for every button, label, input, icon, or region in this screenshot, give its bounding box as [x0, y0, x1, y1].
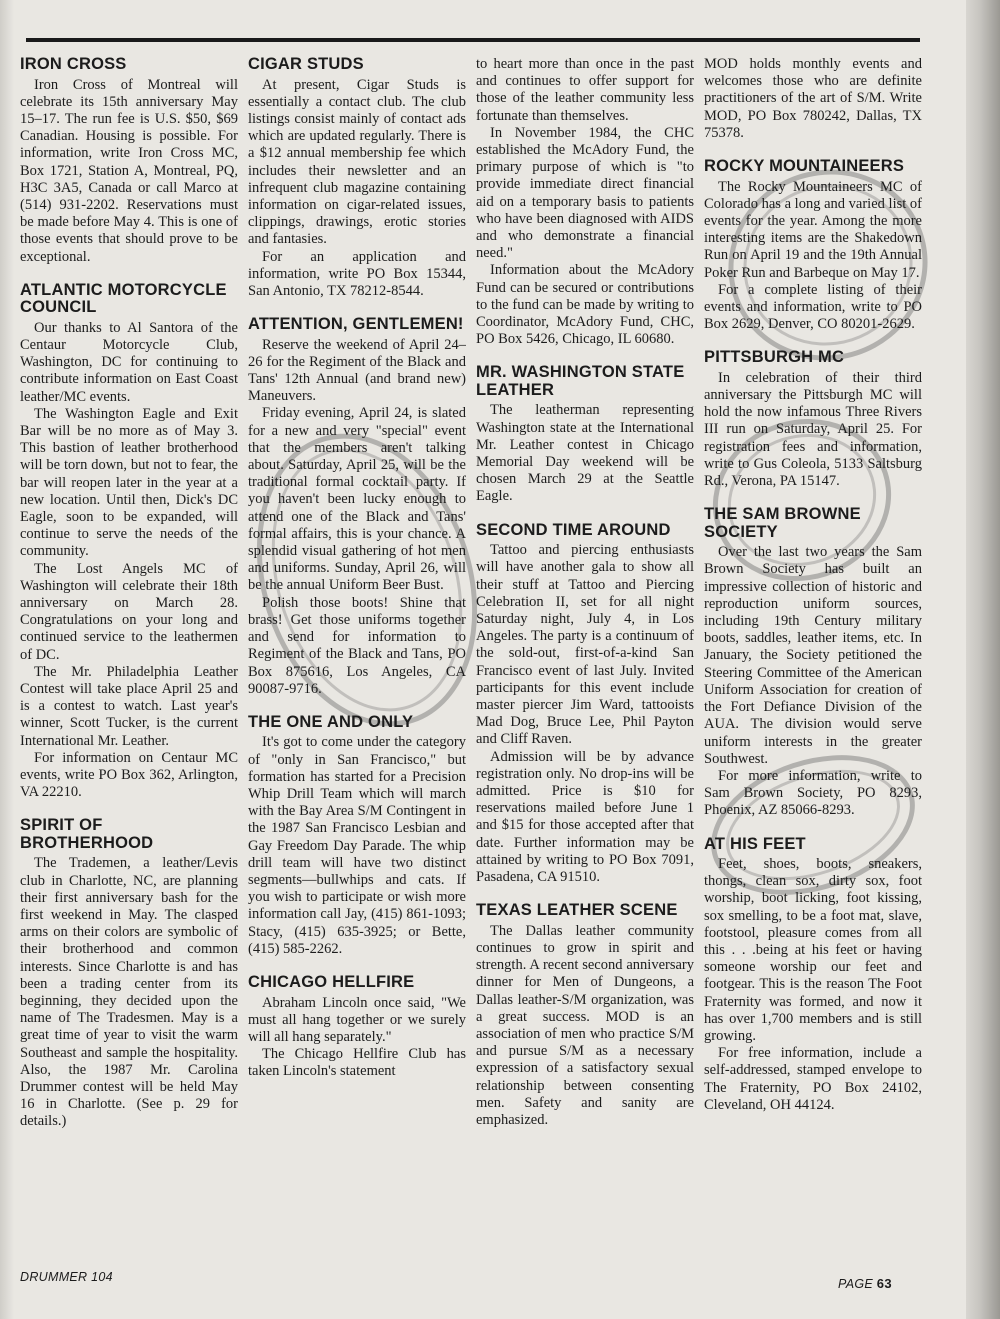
article-paragraph: For information on Centaur MC events, write PO Box 362, Arlington, VA 22210. — [20, 749, 238, 801]
article-paragraph: Information about the McAdory Fund can be secured or contributions to the fund can be made by writing to Coordinator, McAdory Fund, CHC, PO Box 5426, Chicago, IL 60680. — [476, 262, 694, 348]
column-4 — [704, 56, 922, 1270]
column-2 — [248, 56, 466, 1270]
heading-spirit-of-brotherhood: SPIRIT OF BROTHERHOOD — [20, 816, 154, 852]
article-paragraph: Feet, shoes, boots, sneakers, thongs, clean sox, dirty sox, foot worship, boot licking, foot kissing, sox smelling, to be a foot mat, slave, footstool, pleasure comes from all this . . .being at his feet or having someone worship our feet and footgear. This is the reason The Foot Fraternity was formed, and now it has over 1,700 members and is still growing. — [704, 856, 922, 1045]
heading-rocky-mountaineers: ROCKY MOUNTAINEERS — [704, 157, 905, 176]
article-paragraph: The Chicago Hellfire Club has taken Lincoln's statement — [248, 1046, 466, 1080]
heading-pittsburgh-mc: PITTSBURGH MC — [704, 348, 845, 367]
heading-cigar-studs: CIGAR STUDS — [248, 56, 364, 73]
article-paragraph: Polish those boots! Shine that brass! Get those uniforms together and send for information to Regiment of the Black and Tans, PO Box 875616, Los Angeles, CA 90087-9716. — [248, 594, 466, 697]
article-paragraph: Tattoo and piercing enthusiasts will have another gala to show all their stuff at Tattoo and Piercing Celebration II, set for all night Saturday night, July 4, in Los Angeles. The party is a continuum of the sold-out, first-of-a-kind San Francisco event of last July. Invited participants for this event include master piercer Jim Ward, tattooists Mad Dog, Bruce Lee, Phil Payton and Cliff Raven. — [476, 542, 694, 748]
page-spine-shadow — [966, 0, 1000, 1319]
heading-texas-leather-scene: TEXAS LEATHER SCENE — [476, 901, 678, 920]
article-paragraph: to heart more than once in the past and continues to offer support for those of the leather community less fortunate than themselves. — [476, 56, 694, 124]
article-paragraph: It's got to come under the category of "only in San Francisco," but formation has started for a Precision Whip Drill Team which will march with the Bay Area S/M Contingent in the 1987 San Francisco Lesbian and Gay Freedom Day Parade. The whip drill team will have two distinct segments—bullwhips and cats. If you wish to participate or wish more information call Jay, (415) 861-1093; Stacy, (415) 635-3925; or Bette, (415) 585-2262. — [248, 734, 466, 957]
article-paragraph: The Lost Angels MC of Washington will celebrate their 18th anniversary on March 28. Congratulations on your long and continued service to the leathermen of DC. — [20, 560, 238, 663]
heading-the-sam-browne-society: THE SAM BROWNE SOCIETY — [704, 505, 861, 541]
article-paragraph: For a complete listing of their events and information, write to PO Box 2629, Denver, CO 80201-2629. — [704, 281, 922, 333]
top-rule — [26, 38, 920, 42]
article-paragraph: For an application and information, write PO Box 15344, San Antonio, TX 78212-8544. — [248, 248, 466, 299]
article-paragraph: Our thanks to Al Santora of the Centaur Motorcycle Club, Washington, DC for continuing to contribute information on East Coast leather/MC events. — [20, 319, 238, 405]
article-paragraph: Abraham Lincoln once said, "We must all hang together or we surely will all hang separately." — [248, 994, 466, 1045]
heading-iron-cross: IRON CROSS — [20, 56, 127, 73]
article-columns — [20, 56, 924, 1270]
heading-the-one-and-only: THE ONE AND ONLY — [248, 712, 414, 731]
article-paragraph: In November 1984, the CHC established the McAdory Fund, the primary purpose of which is "to provide immediate direct financial aid on a temporary basis to patients who have been diagnosed with AIDS and who demonstrate a financial need." — [476, 124, 694, 262]
article-paragraph: The Dallas leather community continues to grow in spirit and strength. A recent second anniversary dinner for Men of Dungeons, a Dallas leather-S/M organization, was a great success. MOD is an association of men who practice S/M and pursue S/M as a necessary expression of a satisfactory sexual relationship between consenting men. Safety and sanity are emphasized. — [476, 922, 694, 1128]
article-paragraph: The Trademen, a leather/Levis club in Charlotte, NC, are planning their first anniversary bash for the first weekend in May. The clasped arms on their colors are symbolic of their brotherhood and common interests. Since Charlotte is and has been a trading center from its beginning, they decided upon the name of The Tradesmen. May is a great time of year to visit the warm Southeast and sample the hospitality. Also, the 1987 Mr. Carolina Drummer contest will be held May 16 in Charlotte. (See p. 29 for details.) — [20, 855, 238, 1130]
article-paragraph: The Washington Eagle and Exit Bar will be no more as of May 3. This bastion of leather brotherhood will be torn down, but not to fear, the bar will reopen later in the year at a new location. Until then, Dick's DC Eagle, soon to be expanded, will continue to serve the needs of the community. — [20, 405, 238, 560]
page-number-label — [838, 1276, 892, 1291]
page-left-edge — [0, 0, 14, 1319]
heading-mr-washington-state-leather: MR. WASHINGTON STATE LEATHER — [476, 363, 685, 399]
article-paragraph: The leatherman representing Washington state at the International Mr. Leather contest in Chicago Memorial Day weekend will be chosen March 29 at the Seattle Eagle. — [476, 402, 694, 505]
article-paragraph: The Rocky Mountaineers MC of Colorado has a long and varied list of events for the year. Among the more interesting items are the Shakedown Run on April 19 and the 19th Annual Poker Run and Barbeque on May 17. — [704, 178, 922, 281]
heading-at-his-feet: AT HIS FEET — [704, 834, 806, 853]
article-paragraph: For more information, write to Sam Brown Society, PO 8293, Phoenix, AZ 85066-8293. — [704, 767, 922, 819]
heading-chicago-hellfire: CHICAGO HELLFIRE — [248, 973, 415, 992]
column-1 — [20, 56, 238, 1270]
article-paragraph: At present, Cigar Studs is essentially a contact club. The club listings consist mainly of contact ads which are updated regularly. There is a $12 annual membership fee which includes their newsletter and an infrequent club magazine containing information on cigar-related issues, clippings, drawings, erotic stories and fantasies. — [248, 76, 466, 248]
page-label: PAGE — [838, 1277, 874, 1291]
article-paragraph: MOD holds monthly events and welcomes those who are definite practitioners of the art of S/M. Write MOD, PO Box 780242, Dallas, TX 75378. — [704, 56, 922, 141]
issue-label: DRUMMER 104 — [20, 1270, 113, 1284]
article-paragraph: Admission will be by advance registration only. No drop-ins will be admitted. Price is $10 for reservations mailed before June 1 and $15 for those accepted after that date. Further information may be attained by writing to PO Box 7091, Pasadena, CA 91510. — [476, 748, 694, 886]
article-paragraph: Iron Cross of Montreal will celebrate its 15th anniversary May 15–17. The run fee is U.S. $50, $69 Canadian. Housing is possible. For information, write Iron Cross MC, Box 1721, Station A, Montreal, PQ, H3C 3A5, Canada or call Marco at (514) 931-2202. Reservations must be made before May 4. This is one of those events that should prove to be exceptional. — [20, 76, 238, 265]
article-paragraph: For free information, include a self-addressed, stamped envelope to The Fraternity, PO Box 24102, Cleveland, OH 44124. — [704, 1045, 922, 1113]
article-paragraph: Over the last two years the Sam Brown Society has built an impressive collection of historic and reproduction uniform sources, including 19th Century military boots, saddles, leather items, etc. In January, the Society petitioned the Steering Committee of the American Uniform Association for creation of the Fort Defiance Division of the AUA. The division would serve uniform interests in the greater Southwest. — [704, 544, 922, 767]
article-paragraph: The Mr. Philadelphia Leather Contest will take place April 25 and is a contest to watch. Last year's winner, Scott Tucker, is the current International Mr. Leather. — [20, 663, 238, 749]
heading-atlantic-motorcycle-council: ATLANTIC MOTORCYCLE COUNCIL — [20, 280, 227, 317]
heading-attention-gentlemen: ATTENTION, GENTLEMEN! — [248, 315, 464, 334]
page-number: 63 — [876, 1276, 892, 1291]
article-paragraph: Reserve the weekend of April 24–26 for the Regiment of the Black and Tans' 12th Annual (and brand new) Maneuvers. — [248, 336, 466, 405]
heading-second-time-around: SECOND TIME AROUND — [476, 520, 671, 539]
article-paragraph: Friday evening, April 24, is slated for a new and very "special" event that the members aren't talking about. Saturday, April 25, will be the traditional formal cocktail party. If you haven't been lucky enough to attend one of the Black and Tans' formal affairs, this is your chance. A splendid visual gathering of hot men and uniforms. Sunday, April 26, will be the annual Uniform Beer Bust. — [248, 405, 466, 594]
column-3 — [476, 56, 694, 1270]
article-paragraph: In celebration of their third anniversary the Pittsburgh MC will hold the now infamous Three Rivers III run on Saturday, April 25. For registration fees and information, write to Gus Coleola, 5133 Saltsburg Rd., Verona, PA 15147. — [704, 369, 922, 490]
